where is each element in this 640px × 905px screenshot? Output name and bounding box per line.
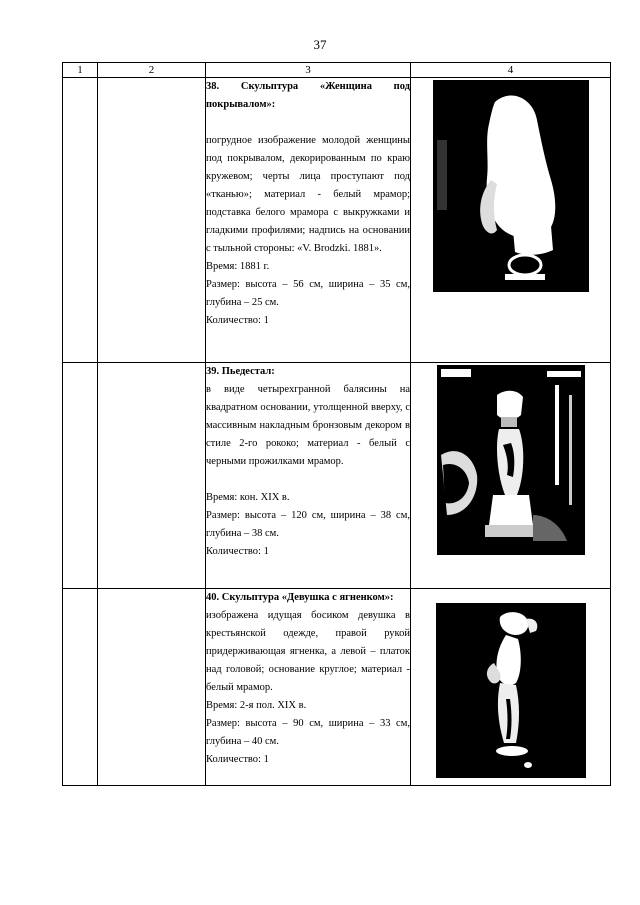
item-size: Размер: высота – 90 см, ширина – 33 см, глубина – 40 см. [206,718,410,747]
row-col2 [98,363,206,589]
description-cell [206,363,411,589]
item-body: погрудное изображение молодой женщины под покрывалом, декорированным по краю кружевом; черты лица проступают под «тканью»; материал - белый мрамор; подставка белого мрамора с выкружками и гладкими профилями; надпись на основании с тыльной стороны: «V. Brodzki. 1881». [206,135,410,254]
item-time: Время: 1881 г. [206,261,270,272]
sculpture-girl-lamb-photo [436,603,586,778]
row-col2 [98,589,206,786]
row-col1 [63,78,98,363]
item-size: Размер: высота – 56 см, ширина – 35 см, глубина – 25 см. [206,279,410,308]
item-size: Размер: высота – 120 см, ширина – 38 см, глубина – 38 см. [206,510,410,539]
column-header-3: 3 [206,63,411,78]
description-cell [206,78,411,363]
sculpture-woman-veil-photo [433,80,589,292]
column-header-4: 4 [411,63,611,78]
photo-cell [411,589,611,786]
row-col1 [63,363,98,589]
photo-cell [411,78,611,363]
column-header-1: 1 [63,63,98,78]
row-col2 [98,78,206,363]
item-body: изображена идущая босиком девушка в крестьянской одежде, правой рукой придерживающая ягненка, а левой – платок над головой; основание круглое; материал - белый мрамор. [206,610,410,693]
header-row [63,63,611,78]
table-row [63,363,611,589]
item-time: Время: кон. XIX в. [206,492,290,503]
page-number: 37 [313,37,327,52]
catalog-table [62,62,611,786]
item-title: 39. Пьедестал: [206,366,275,377]
item-title: 40. Скульптура «Девушка с ягненком»: [206,592,394,603]
item-time: Время: 2-я пол. XIX в. [206,700,307,711]
item-body: в виде четырехгранной балясины на квадратном основании, утолщенной вверху, с массивным накладным бронзовым декором в стиле 2-го рококо; материал - белый с черными прожилками мрамор. [206,384,410,467]
pedestal-photo [437,365,585,555]
table-row [63,589,611,786]
table-row [63,78,611,363]
description-cell [206,589,411,786]
item-count: Количество: 1 [206,315,269,326]
item-count: Количество: 1 [206,546,269,557]
column-header-2: 2 [98,63,206,78]
item-count: Количество: 1 [206,754,269,765]
photo-cell [411,363,611,589]
item-title: 38. Скульптура «Женщина под покрывалом»: [206,81,410,110]
row-col1 [63,589,98,786]
